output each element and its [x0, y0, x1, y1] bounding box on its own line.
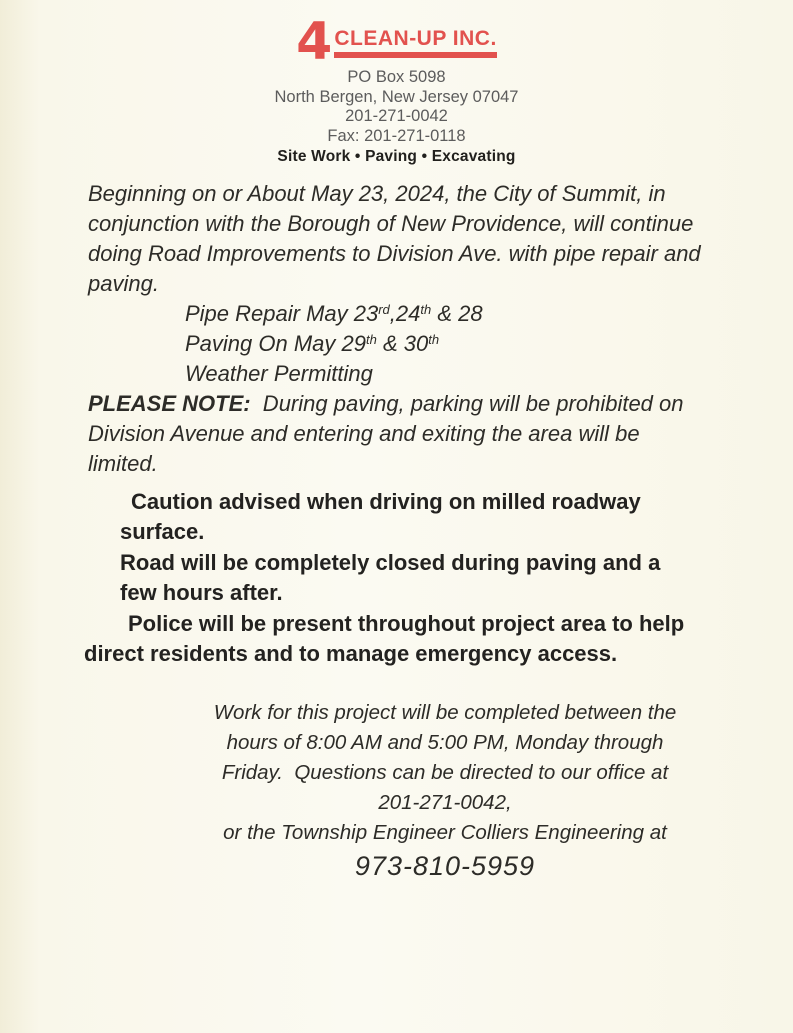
caution-line: surface.	[120, 518, 205, 544]
caution-paragraph	[120, 487, 723, 546]
please-note-line: Division Avenue and entering and exiting the area will be	[88, 421, 640, 446]
weather-permitting: Weather Permitting	[185, 361, 373, 386]
notice-body	[0, 166, 793, 884]
pipe-repair-text: Pipe Repair May 23	[185, 301, 379, 326]
pipe-repair-text: & 28	[431, 301, 483, 326]
please-note-text: During paving, parking will be prohibited on	[250, 391, 684, 416]
services-tagline: Site Work • Paving • Excavating	[277, 148, 516, 165]
police-line: direct residents and to manage emergency access.	[84, 640, 618, 666]
phone-number: 201-271-0042	[345, 107, 448, 125]
address-line-1: PO Box 5098	[347, 68, 446, 86]
company-name: CLEAN-UP INC.	[334, 27, 497, 51]
ordinal-superscript: th	[365, 332, 377, 347]
ordinal-superscript: th	[428, 332, 440, 347]
please-note-paragraph	[88, 389, 723, 479]
road-closed-line: Road will be completely closed during paving and a	[120, 550, 661, 575]
pipe-repair-dates	[185, 299, 723, 329]
schedule-block	[185, 299, 723, 389]
please-note-line	[88, 389, 723, 419]
police-paragraph	[84, 609, 723, 668]
road-closed-paragraph	[120, 548, 723, 607]
closing-line: or the Township Engineer Colliers Engineering at	[223, 821, 667, 844]
closing-paragraph	[152, 698, 738, 884]
logo-number-4: 4	[296, 12, 330, 72]
letterhead	[0, 12, 793, 166]
ordinal-superscript: rd	[378, 302, 390, 317]
engineer-phone-number: 973-810-5959	[354, 851, 536, 881]
company-logo	[296, 12, 497, 72]
address-line-2: North Bergen, New Jersey 07047	[274, 87, 519, 106]
intro-paragraph	[88, 179, 723, 299]
please-note-line: limited.	[88, 451, 158, 476]
closing-line: Friday. Questions can be directed to our office at	[221, 761, 669, 784]
intro-line: Beginning on or About May 23, 2024, the City of Summit, in	[88, 181, 666, 206]
police-line: Police will be present throughout project area to help	[128, 611, 685, 636]
intro-line: paving.	[88, 271, 159, 296]
intro-line: conjunction with the Borough of New Providence, will continue	[88, 211, 694, 236]
road-closed-line: few hours after.	[120, 579, 283, 605]
logo-name-block	[334, 28, 496, 58]
closing-line: Work for this project will be completed between the	[213, 701, 677, 724]
paving-text: & 30	[376, 331, 429, 356]
caution-line: Caution advised when driving on milled roadway	[131, 489, 641, 514]
ordinal-superscript: th	[420, 302, 432, 317]
paving-dates	[185, 329, 723, 359]
paving-text: Paving On May 29	[185, 331, 366, 356]
contact-block	[0, 68, 793, 146]
office-phone-line: 201-271-0042,	[378, 791, 512, 814]
fax-number: Fax: 201-271-0118	[327, 126, 466, 145]
logo-underline-bar	[334, 52, 496, 58]
closing-line: hours of 8:00 AM and 5:00 PM, Monday through	[226, 731, 664, 754]
pipe-repair-text: ,24	[389, 301, 421, 326]
intro-line: doing Road Improvements to Division Ave. with pipe repair and	[88, 241, 701, 266]
please-note-label: PLEASE NOTE:	[88, 391, 251, 416]
